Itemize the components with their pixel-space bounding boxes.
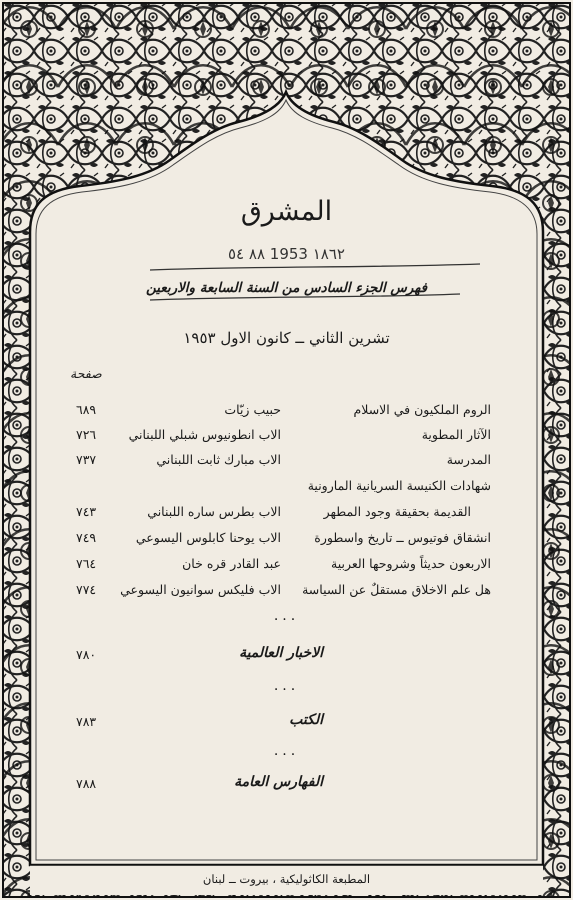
entry-author: الاب مبارك ثابت اللبناني [156, 452, 281, 467]
entry-title: هل علم الاخلاق مستقلٌ عن السياسة [302, 582, 491, 597]
entry-author: الاب انطونيوس شبلي اللبناني [128, 427, 281, 442]
entry-page: ٧٧٤ [76, 582, 97, 597]
entry-title: الروم الملكيون في الاسلام [353, 402, 491, 417]
section-page: ٧٨٠ [76, 647, 97, 662]
section-title: الكتب [289, 712, 323, 728]
section-title: الاخبار العالمية [239, 645, 323, 661]
entry-author: عبد القادر قره خان [182, 556, 281, 571]
entry-title: القديمة بحقيقة وجود المطهر [323, 504, 471, 519]
page-column-header: صفحة [70, 366, 102, 381]
entry-title: الاربعون حديثاً وشروحها العربية [331, 556, 491, 571]
entry-author: الاب فليكس سوانيون اليسوعي [120, 582, 281, 597]
entry-title: الآثار المطوية [421, 427, 491, 442]
printer-imprint: المطبعة الكاثوليكية ، بيروت ــ لبنان [202, 872, 371, 886]
entry-title: المدرسة [446, 452, 491, 467]
entry-author: الاب يوحنا كابلوس اليسوعي [135, 530, 281, 545]
section-page: ٧٨٣ [76, 714, 97, 729]
separator-dots: ... [273, 678, 300, 694]
section-page: ٧٨٨ [76, 776, 97, 791]
handwritten-catalog-note: ٨٨ ٥٤ 1953 ١٨٦٢ [228, 245, 345, 263]
entry-page: ٦٨٩ [76, 402, 97, 417]
section-title: الفهارس العامة [234, 774, 323, 790]
entry-title: شهادات الكنيسة السريانية المارونية [307, 478, 491, 493]
entry-page: ٧٦٤ [76, 556, 97, 571]
entry-title: انشقاق فوتيوس ــ تاريخ واسطورة [314, 530, 491, 545]
entry-author: حبيب زيّات [224, 402, 281, 417]
entry-page: ٧٤٣ [76, 504, 97, 519]
issue-period: تشرين الثاني ــ كانون الاول ١٩٥٣ [183, 329, 390, 347]
entry-page: ٧٤٩ [76, 530, 97, 545]
journal-title: المشرق [240, 196, 333, 227]
issue-subtitle: فهرس الجزء السادس من السنة السابعة والاربعين [145, 280, 428, 296]
entry-page: ٧٣٧ [76, 452, 97, 467]
entry-page: ٧٢٦ [76, 427, 97, 442]
separator-dots: ... [273, 608, 300, 624]
entry-author: الاب بطرس ساره اللبناني [147, 504, 281, 519]
separator-dots: ... [273, 743, 300, 759]
